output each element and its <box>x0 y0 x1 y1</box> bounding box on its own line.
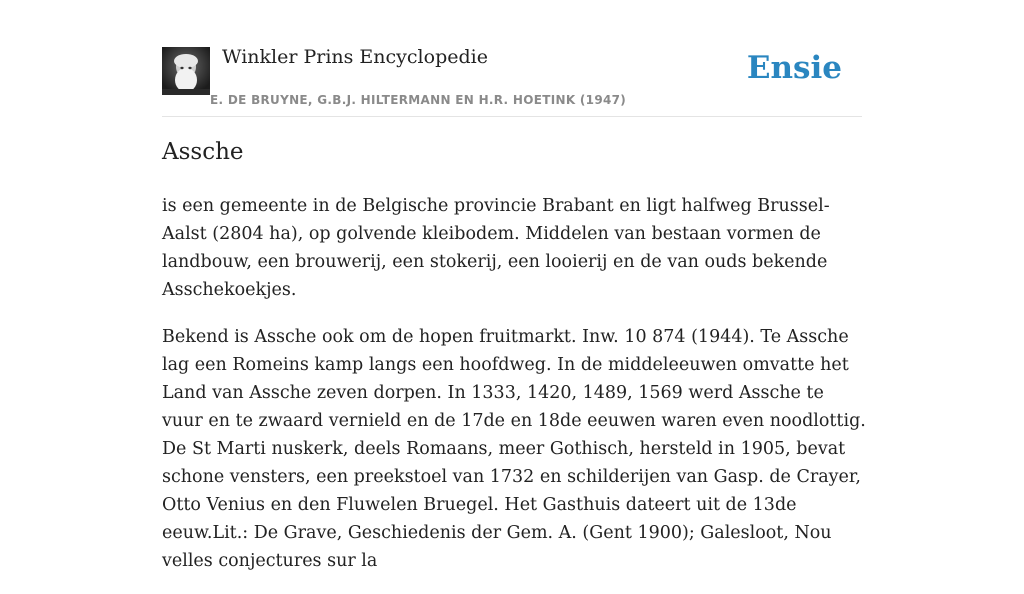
article-body <box>162 192 867 594</box>
portrait-image <box>162 47 210 95</box>
article-title: Assche <box>162 139 244 165</box>
article-paragraph: is een gemeente in de Belgische provincie Brabant en ligt halfweg Brussel-Aalst (2804 ha), op golvende kleibodem. Middelen van bestaan vormen de landbouw, een brouwerij, een stokerij, een looierij en de van ouds bekende Asschekoekjes. <box>162 196 830 300</box>
source-authors: E. DE BRUYNE, G.B.J. HILTERMANN EN H.R. HOETINK (1947) <box>210 93 627 107</box>
article-paragraph: Bekend is Assche ook om de hopen fruitmarkt. Inw. 10 874 (1944). Te Assche lag een Romeins kamp langs een hoofdweg. In de middeleeuwen omvatte het Land van Assche zeven dorpen. In 1333, 1420, 1489, 1569 werd Assche te vuur en te zwaard vernield en de 17de en 18de eeuwen waren even noodlottig. De St Marti nuskerk, deels Romaans, meer Gothisch, hersteld in 1905, bevat schone vensters, een preekstoel van 1732 en schilderijen van Gasp. de Crayer, Otto Venius en den Fluwelen Bruegel. Het Gasthuis dateert uit de 13de eeuw.Lit.: De Grave, Geschiedenis der Gem. A. (Gent 1900); Galesloot, Nou velles conjectures sur la <box>162 327 866 571</box>
brand-logo[interactable]: Ensie <box>746 50 842 86</box>
source-title[interactable]: Winkler Prins Encyclopedie <box>222 46 488 68</box>
author-avatar[interactable] <box>162 47 210 95</box>
source-header <box>162 46 862 117</box>
